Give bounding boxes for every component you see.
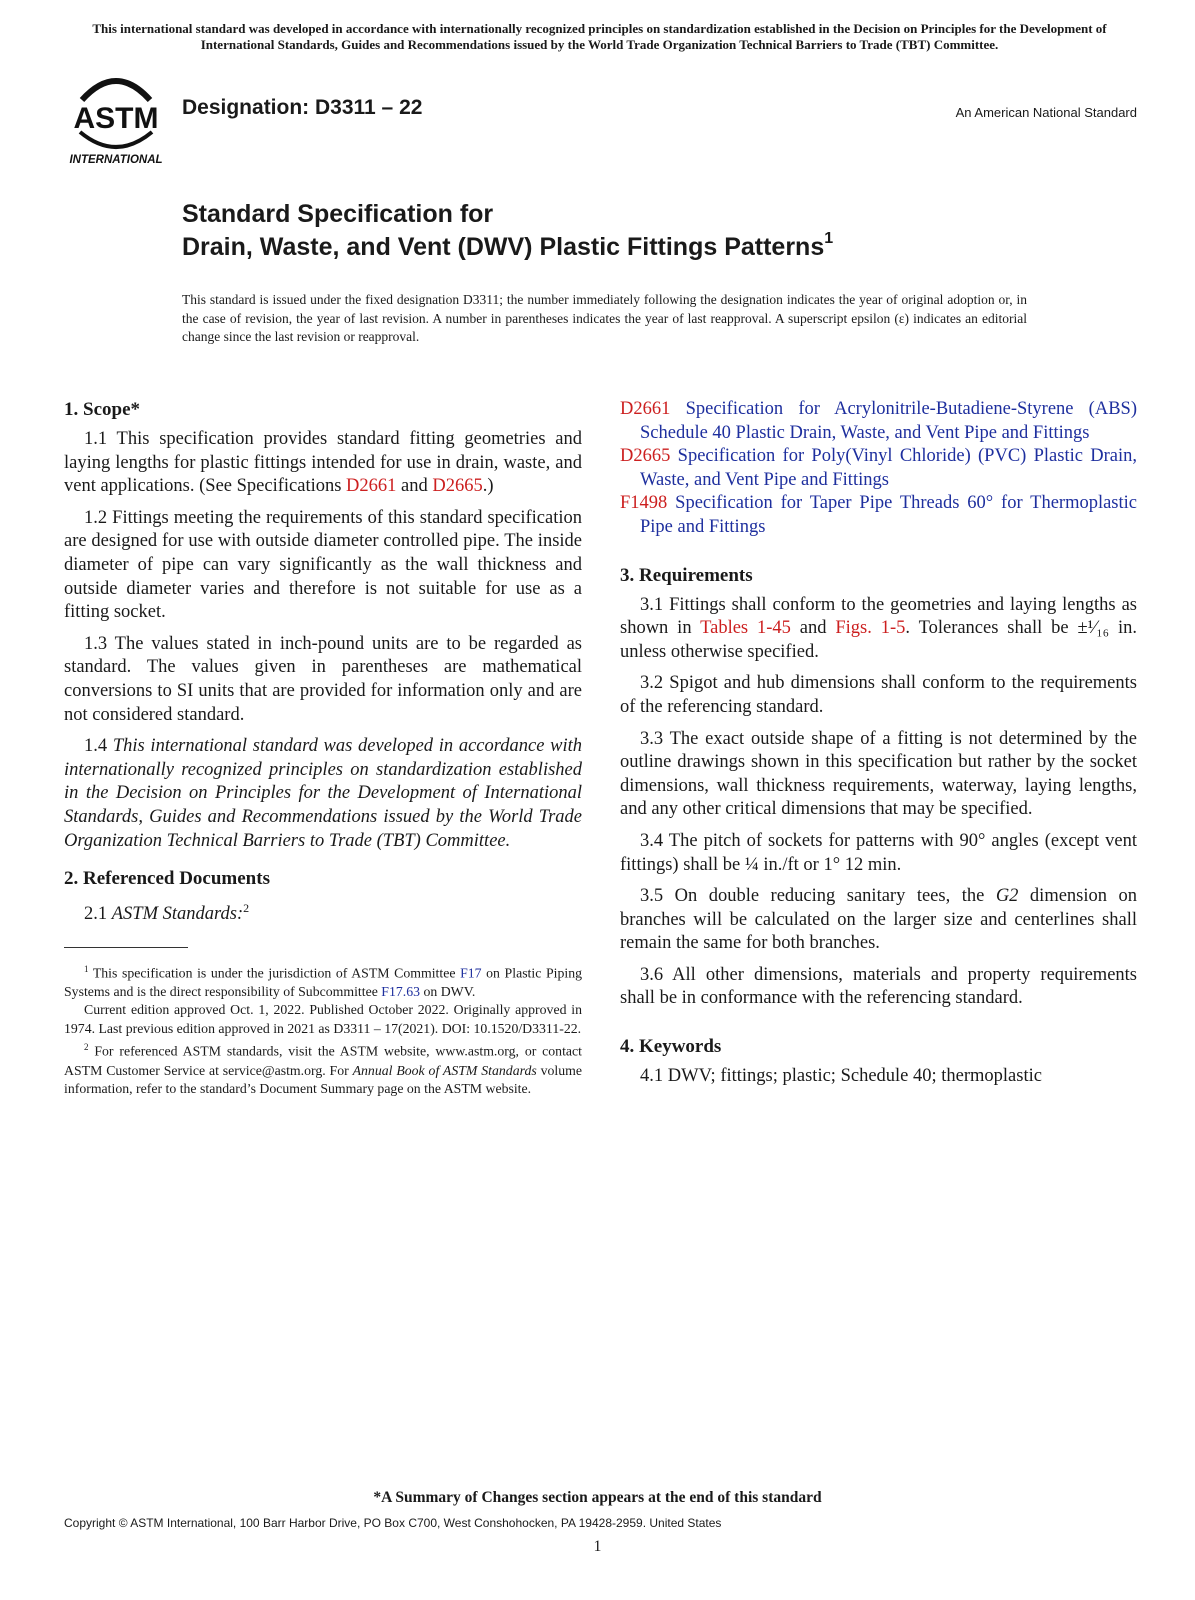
footnote-divider (64, 947, 188, 948)
section-2-heading: 2. Referenced Documents (64, 868, 270, 890)
document-title (182, 198, 833, 264)
para-3-3: 3.3 The exact outside shape of a fitting is not determined by the outline drawings shown in this specification but rather by the socket dimensions, wall thickness requirements, waterway, laying lengths, and any other critical dimensions that may be specified. (620, 728, 1137, 820)
para-3-5: 3.5 On double reducing sanitary tees, the G2 dimension on branches will be calculated on the larger size and centerlines shall remain the same for both branches. (620, 886, 1138, 954)
logo-subtext: INTERNATIONAL (69, 154, 163, 166)
para-1-4: 1.4 This international standard was developed in accordance with internationally recognized principles on standardization established in the Decision on Principles for the Development of International Standards, Guides and Recommendations issued by the World Trade Organization Technical Barriers to Trade (TBT) Committee. (64, 736, 583, 851)
reference-item[interactable]: F1498 Specification for Taper Pipe Threads 60° for Thermoplastic Pipe and Fittings (620, 493, 1137, 537)
para-1-3: 1.3 The values stated in inch-pound units are to be regarded as standard. The values given in parentheses are mathematical conversions to SI units that are provided for information only and are not considered standard. (64, 633, 582, 725)
footnote-1-edition: Current edition approved Oct. 1, 2022. Published October 2022. Originally approved in 1974. Last previous edition approved in 2021 as D3311 – 17(2021). DOI: 10.1520/D3311-22. (64, 1002, 582, 1036)
reference-item[interactable]: D2661 Specification for Acrylonitrile-Butadiene-Styrene (ABS) Schedule 40 Plastic Drain, Waste, and Vent Pipe and Fittings (620, 399, 1137, 443)
top-notice: This international standard was developed in accordance with internationally recognized principles on standardization established in the Decision on Principles for the Development of International Standards, Guides and Recommendations issued by the World Trade Organization Technical Barriers to Trade (TBT) Committee. (92, 21, 1107, 52)
para-3-6: 3.6 All other dimensions, materials and property requirements shall be in conformance with the referencing standard. (620, 964, 1137, 1009)
link-d2661[interactable]: D2661 (346, 476, 397, 497)
para-3-4: 3.4 The pitch of sockets for patterns with 90° angles (except vent fittings) shall be ¼ in./ft or 1° 12 min. (620, 830, 1137, 875)
right-column (620, 398, 1137, 1097)
para-3-1: 3.1 Fittings shall conform to the geometries and laying lengths as shown in Tables 1-45 and Figs. 1-5. Tolerances shall be ±¹⁄₁₆ in. unless otherwise specified. (620, 594, 1138, 662)
title-footnote-mark[interactable]: 1 (824, 230, 834, 247)
title-line-1: Standard Specification for (182, 200, 494, 228)
link-tables[interactable]: Tables 1-45 (700, 618, 791, 639)
link-figs[interactable]: Figs. 1-5 (835, 618, 906, 639)
para-1-2: 1.2 Fittings meeting the requirements of this standard specification are designed for use with outside diameter controlled pipe. The inside diameter of pipe can vary significantly as the wall thickness and outside diameter varies and therefore is not suitable for use as a fitting socket. (64, 507, 582, 623)
title-line-2: Drain, Waste, and Vent (DWV) Plastic Fittings Patterns$^1$ (182, 230, 834, 261)
section-3-heading: 3. Requirements (620, 564, 753, 586)
american-national-standard-label: An American National Standard (955, 105, 1137, 120)
reference-item[interactable]: D2665 Specification for Poly(Vinyl Chloride) (PVC) Plastic Drain, Waste, and Vent Pipe and Fittings (620, 446, 1137, 490)
left-column (64, 398, 582, 1099)
para-4-1: 4.1 DWV; fittings; plastic; Schedule 40; thermoplastic (640, 1066, 1042, 1087)
issuance-note: This standard is issued under the fixed designation D3311; the number immediately following the designation indicates the year of original adoption or, in the case of revision, the year of last revision. A number in parentheses indicates the year of last reapproval. A superscript epsilon (ε) indicates an editorial change since the last revision or reapproval. (182, 292, 1027, 344)
section-1-heading: 1. Scope* (64, 399, 140, 420)
para-3-2: 3.2 Spigot and hub dimensions shall conform to the requirements of the referencing standard. (620, 673, 1137, 717)
para-2-1: 2.1 ASTM Standards:$^2$ (84, 901, 250, 925)
section-4-heading: 4. Keywords (620, 1036, 722, 1058)
page-number: 1 (593, 1538, 602, 1555)
footnote-2: $^2$ For referenced ASTM standards, visit the ASTM website, www.astm.org, or contact ASTM Customer Service at service@astm.org. For Annual Book of ASTM Standards volume information, refer to the standard’s Document Summary page on the ASTM website. (64, 1042, 582, 1097)
designation: Designation: D3311 – 22 (182, 96, 423, 119)
astm-logo (62, 70, 170, 166)
footnote-ref-2[interactable]: 2 (243, 901, 250, 916)
para-1-1: 1.1 This specification provides standard fitting geometries and laying lengths for plastic fittings intended for use in drain, waste, and vent applications. (See Specifications D2661 and D2665.) (64, 429, 582, 497)
copyright-line: Copyright © ASTM International, 100 Barr Harbor Drive, PO Box C700, West Conshohocken, PA 19428-2959. United States (64, 1516, 722, 1530)
footnote-1: $^1$ This specification is under the jurisdiction of ASTM Committee F17 on Plastic Piping Systems and is the direct responsibility of Subcommittee F17.63 on DWV. (64, 963, 582, 999)
link-d2665[interactable]: D2665 (432, 476, 483, 497)
link-f17[interactable]: F17 (460, 965, 482, 981)
logo-text: ASTM (73, 102, 159, 135)
summary-of-changes-note: *A Summary of Changes section appears at the end of this standard (373, 1489, 822, 1506)
footnotes (64, 960, 582, 1099)
link-f17-63[interactable]: F17.63 (381, 983, 421, 999)
